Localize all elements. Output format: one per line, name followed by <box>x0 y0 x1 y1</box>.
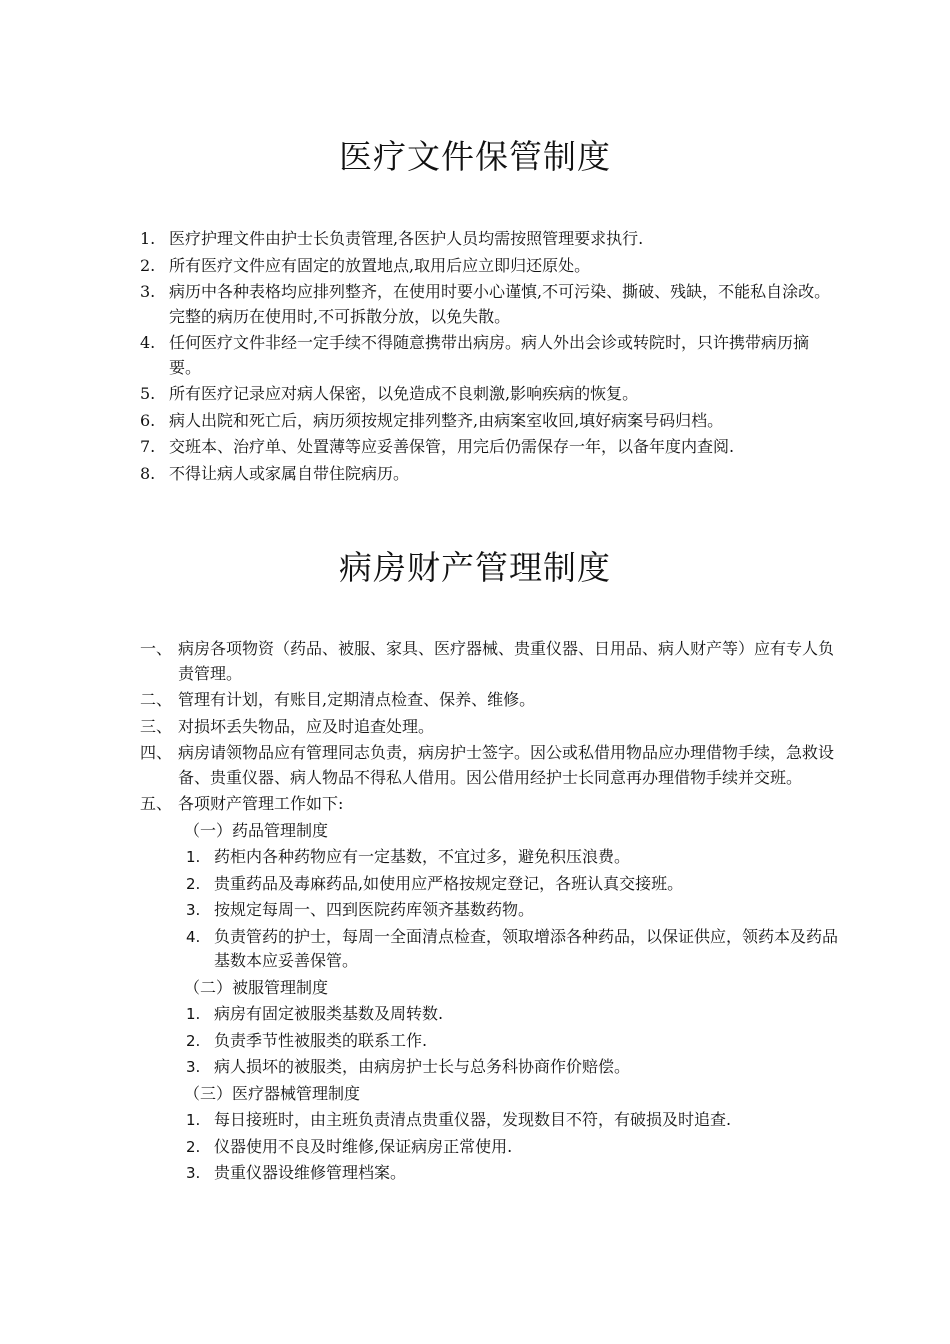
item-text: 病房各项物资（药品、被服、家具、医疗器械、贵重仪器、日用品、病人财产等）应有专人负责管理。 <box>178 639 835 683</box>
item-number: 2. <box>186 1031 201 1050</box>
property-rules-list <box>140 637 840 817</box>
list-item <box>140 1161 840 1186</box>
list-item <box>140 845 840 870</box>
list-item <box>140 688 840 713</box>
item-number: 3. <box>186 1164 201 1182</box>
item-number: 三、 <box>140 716 173 736</box>
list-item <box>140 637 840 686</box>
list-item <box>140 1108 840 1133</box>
item-text: 贵重仪器设维修管理档案。 <box>214 1163 407 1182</box>
item-text: 病房请领物品应有管理同志负责，病房护士签字。因公或私借用物品应办理借物手续，急救设备、贵重仪器、病人物品不得私人借用。因公借用经护士长同意再办理借物手续并交班。 <box>178 743 835 787</box>
list-item <box>140 462 840 487</box>
list-item <box>140 254 840 279</box>
item-number: 1. <box>186 848 201 866</box>
item-text: 病人损坏的被服类，由病房护士长与总务科协商作价赔偿。 <box>214 1057 631 1076</box>
item-number: 8. <box>140 463 156 483</box>
list-item <box>140 1135 840 1160</box>
subsection-heading: （三）医疗器械管理制度 <box>184 1083 361 1103</box>
item-text: 所有医疗文件应有固定的放置地点,取用后应立即归还原处。 <box>169 255 591 275</box>
subsection-bedding <box>140 976 840 1080</box>
subsection-heading: （一）药品管理制度 <box>184 820 329 840</box>
subsection-list <box>140 1002 840 1080</box>
list-item <box>140 792 840 817</box>
item-number: 2. <box>186 874 201 893</box>
subsection-list <box>140 845 840 974</box>
item-text: 负责季节性被服类的联系工作. <box>214 1030 428 1050</box>
list-item <box>140 331 840 380</box>
item-text: 任何医疗文件非经一定手续不得随意携带出病房。病人外出会诊或转院时，只许携带病历摘要。 <box>169 333 810 377</box>
section-title-property-management: 病房财产管理制度 <box>339 548 611 587</box>
item-number: 6. <box>140 410 156 430</box>
list-item <box>140 280 840 329</box>
item-number: 4. <box>186 927 201 946</box>
item-text: 贵重药品及毒麻药品,如使用应严格按规定登记，各班认真交接班。 <box>214 873 684 893</box>
item-text: 按规定每周一、四到医院药库领齐基数药物。 <box>214 900 535 919</box>
list-item <box>140 409 840 434</box>
list-item <box>140 382 840 407</box>
item-text: 医疗护理文件由护士长负责管理,各医护人员均需按照管理要求执行. <box>169 229 644 248</box>
item-text: 病历中各种表格均应排列整齐，在使用时要小心谨慎,不可污染、撕破、残缺，不能私自涂改。完整的病历在使用时,不可拆散分放，以免失散。 <box>169 282 831 326</box>
item-number: 四、 <box>140 743 173 762</box>
item-number: 7. <box>140 437 156 456</box>
item-text: 病人出院和死亡后，病历须按规定排列整齐,由病案室收回,填好病案号码归档。 <box>169 410 724 430</box>
list-item <box>140 1029 840 1054</box>
item-number: 二、 <box>140 690 173 709</box>
item-text: 交班本、治疗单、处置薄等应妥善保管，用完后仍需保存一年，以备年度内查阅. <box>169 437 735 456</box>
list-item <box>140 872 840 897</box>
item-number: 3. <box>140 282 156 301</box>
subsection-heading: （二）被服管理制度 <box>184 977 329 997</box>
item-text: 不得让病人或家属自带住院病历。 <box>169 463 410 483</box>
list-item <box>140 1055 840 1080</box>
file-management-rules-list <box>140 227 840 488</box>
item-number: 4. <box>140 333 156 352</box>
list-item <box>140 227 840 252</box>
list-item <box>140 741 840 790</box>
list-item <box>140 435 840 460</box>
item-number: 五、 <box>140 794 173 813</box>
list-item <box>140 715 840 740</box>
item-text: 对损坏丢失物品，应及时追查处理。 <box>178 716 435 736</box>
item-number: 3. <box>186 1058 201 1076</box>
property-management-rules <box>140 637 840 1188</box>
item-number: 1. <box>186 1005 201 1023</box>
subsection-medicine <box>140 819 840 974</box>
item-text: 各项财产管理工作如下: <box>178 794 344 813</box>
item-text: 仪器使用不良及时维修,保证病房正常使用. <box>214 1136 513 1156</box>
item-text: 负责管药的护士，每周一全面清点检查，领取增添各种药品，以保证供应，领药本及药品基数本应妥善保管。 <box>214 926 839 970</box>
list-item <box>140 925 840 974</box>
item-text: 所有医疗记录应对病人保密，以免造成不良刺激,影响疾病的恢复。 <box>169 384 639 403</box>
section-title-file-management: 医疗文件保管制度 <box>339 137 611 176</box>
item-number: 2. <box>140 255 156 275</box>
item-text: 管理有计划，有账目,定期清点检查、保养、维修。 <box>178 690 536 709</box>
subsection-list <box>140 1108 840 1186</box>
item-number: 1. <box>140 229 156 248</box>
list-item <box>140 898 840 923</box>
item-number: 2. <box>186 1137 201 1156</box>
item-number: 一、 <box>140 639 173 658</box>
item-number: 5. <box>140 384 156 403</box>
item-text: 每日接班时，由主班负责清点贵重仪器，发现数目不符，有破损及时追查. <box>214 1110 732 1129</box>
list-item <box>140 1002 840 1027</box>
item-number: 1. <box>186 1111 201 1129</box>
item-text: 病房有固定被服类基数及周转数. <box>214 1004 444 1023</box>
subsection-equipment <box>140 1082 840 1186</box>
item-text: 药柜内各种药物应有一定基数，不宜过多，避免积压浪费。 <box>214 847 631 866</box>
item-number: 3. <box>186 901 201 919</box>
